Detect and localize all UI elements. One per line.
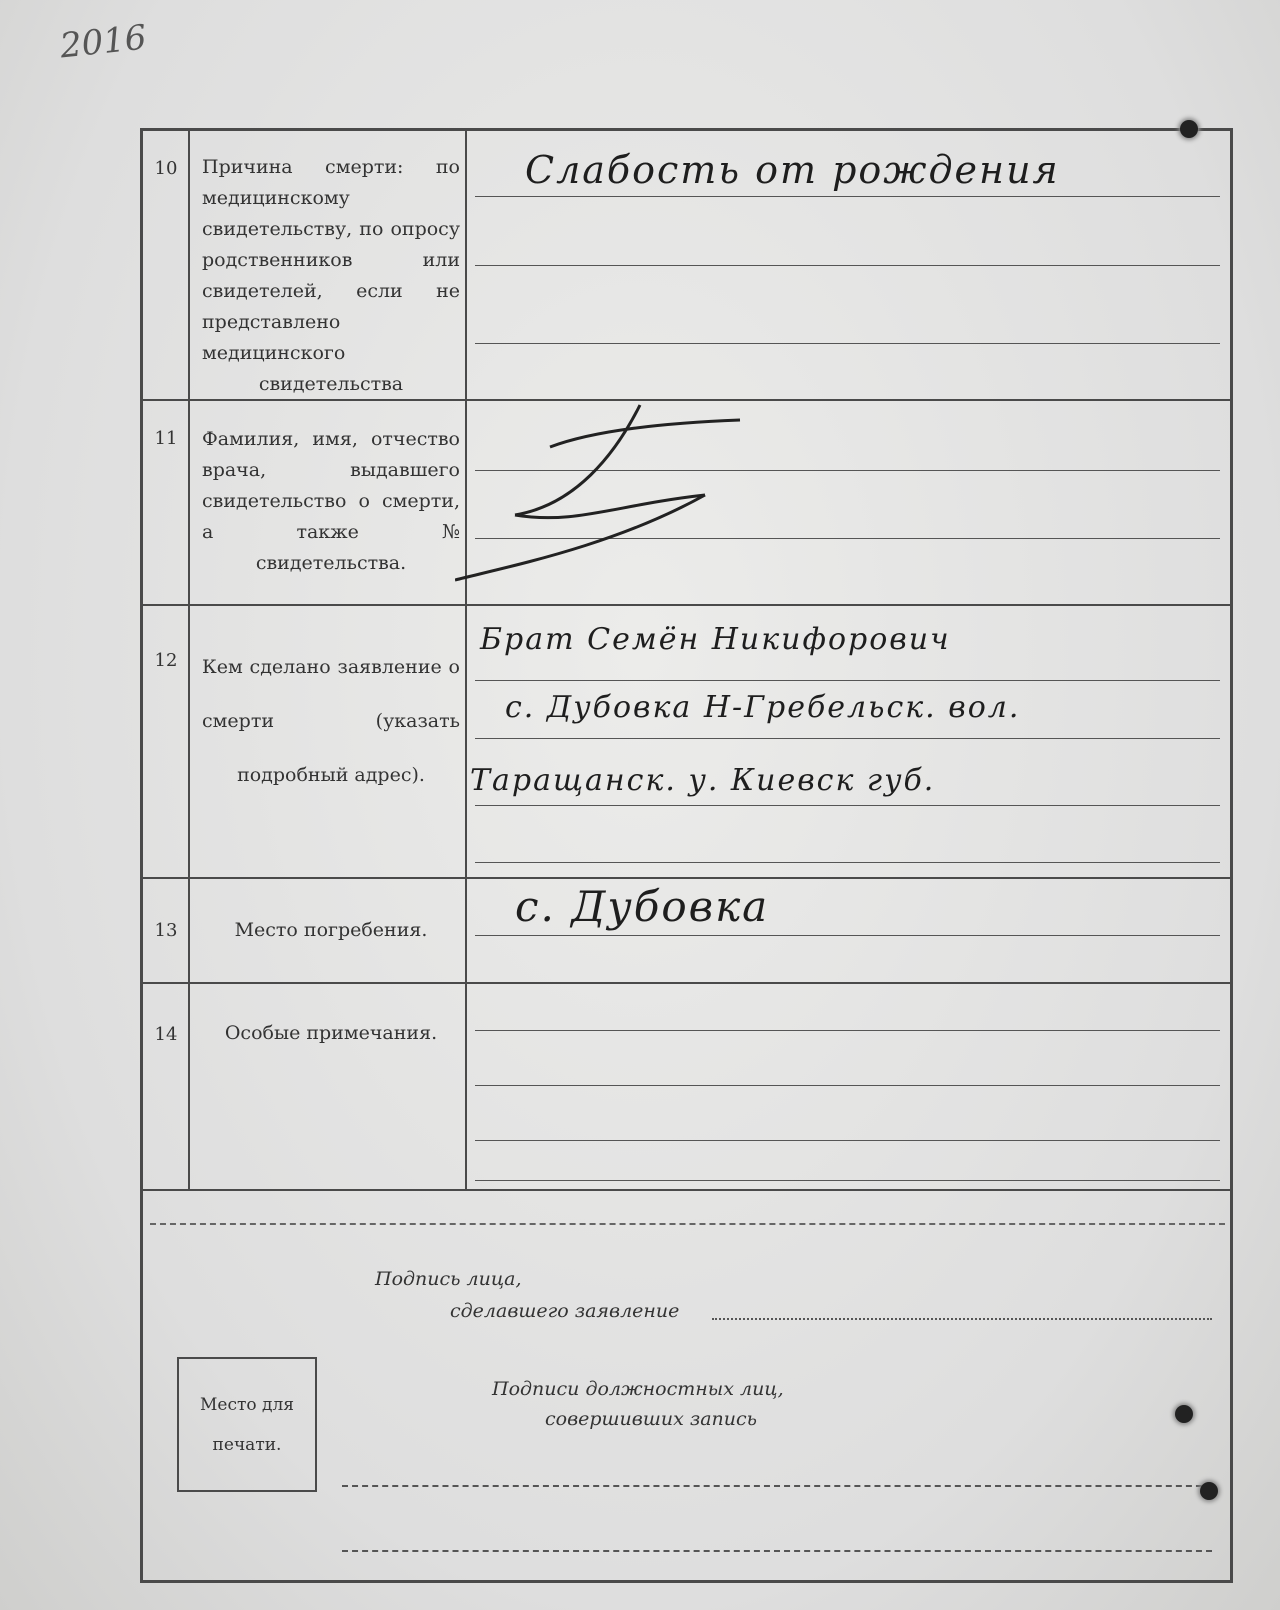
officials-signature-label-1: Подписи должностных лиц, <box>492 1378 784 1400</box>
row-14-rule <box>475 1140 1220 1141</box>
row-12-rule <box>475 862 1220 863</box>
row-13-number: 13 <box>154 920 178 941</box>
officials-signature-label-2: совершивших запись <box>545 1408 757 1430</box>
seal-label-1: Место для <box>199 1394 295 1415</box>
row-12-handwritten-line-2: с. Дубовка Н-Гребельск. вол. <box>505 690 1021 725</box>
row-10-label: Причина смерти: по медицинскому свидетельству, по опросу родственников или свидетелей, если не представлено медицинского свидетельства <box>202 156 460 395</box>
row-13-label: Место погребения. <box>234 919 428 941</box>
row-12-label: Кем сделано заявление о смерти (указать подробный адрес). <box>202 656 460 786</box>
row-10-rule <box>475 343 1220 344</box>
row-14-label: Особые примечания. <box>224 1022 438 1044</box>
row-14-rule <box>475 1180 1220 1181</box>
binding-hole <box>1200 1482 1218 1500</box>
row-11-label: Фамилия, имя, отчество врача, выдавшего свидетельство о смерти, а также № свидетельства. <box>202 428 460 574</box>
row-10-handwritten: Слабость от рождения <box>525 148 1060 192</box>
row-12-handwritten-line-3: Таращанск. у. Киевск губ. <box>470 763 936 798</box>
archive-number: 2016 <box>58 17 149 67</box>
binding-hole <box>1175 1405 1193 1423</box>
binding-hole <box>1180 120 1198 138</box>
row-14-border <box>143 984 1230 1191</box>
seal-placeholder <box>177 1357 317 1492</box>
row-10-number: 10 <box>154 158 178 179</box>
applicant-signature-label-2: сделавшего заявление <box>450 1300 680 1322</box>
row-14-number: 14 <box>154 1024 178 1045</box>
row-11-number: 11 <box>154 428 178 449</box>
row-11-dash-stroke <box>455 395 755 605</box>
row-10-rule <box>475 196 1220 197</box>
row-12-handwritten-line-1: Брат Семён Никифорович <box>480 622 951 657</box>
row-12-rule <box>475 805 1220 806</box>
row-13-handwritten: с. Дубовка <box>515 882 770 931</box>
seal-label-2: печати. <box>212 1434 282 1455</box>
row-12-rule <box>475 738 1220 739</box>
row-14-rule <box>475 1030 1220 1031</box>
applicant-signature-line <box>712 1318 1212 1320</box>
signature-section-divider <box>150 1223 1225 1225</box>
row-12-rule <box>475 680 1220 681</box>
officials-signature-line-1 <box>342 1485 1212 1487</box>
row-13-rule <box>475 935 1220 936</box>
row-10-rule <box>475 265 1220 266</box>
officials-signature-line-2 <box>342 1550 1212 1552</box>
applicant-signature-label-1: Подпись лица, <box>375 1268 522 1290</box>
row-12-number: 12 <box>154 650 178 671</box>
row-14-rule <box>475 1085 1220 1086</box>
